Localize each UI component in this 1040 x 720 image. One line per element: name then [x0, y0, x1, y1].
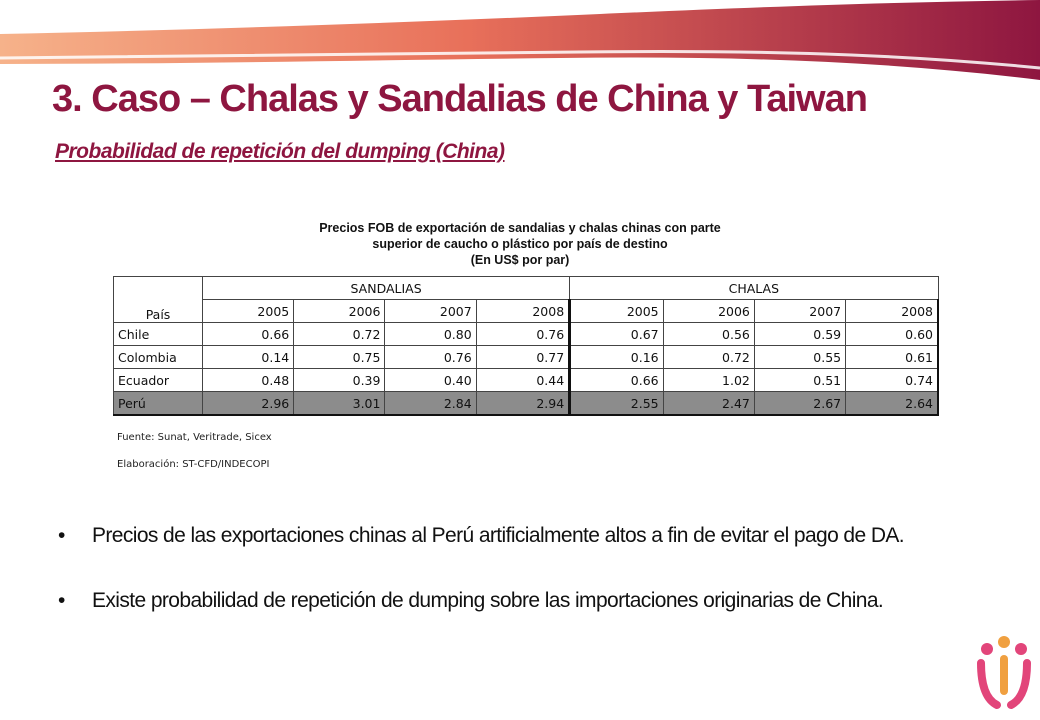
country-cell: Colombia [114, 346, 203, 369]
year-header: 2005 [203, 300, 294, 323]
bullet-text: Precios de las exportaciones chinas al Perú artificialmente altos a fin de evitar el pago de DA. [92, 524, 905, 547]
value-cell: 0.76 [476, 323, 569, 346]
value-cell: 1.02 [663, 369, 754, 392]
value-cell: 0.80 [385, 323, 476, 346]
value-cell: 0.44 [476, 369, 569, 392]
country-cell: Perú [114, 392, 203, 416]
price-table [113, 276, 939, 416]
value-cell: 2.64 [846, 392, 938, 416]
year-header: 2006 [294, 300, 385, 323]
slide-title: 3. Caso – Chalas y Sandalias de China y Taiwan [52, 78, 867, 120]
year-header: 2005 [570, 300, 663, 323]
country-cell: Chile [114, 323, 203, 346]
value-cell: 0.61 [846, 346, 938, 369]
value-cell: 3.01 [294, 392, 385, 416]
value-cell: 2.55 [570, 392, 663, 416]
value-cell: 0.72 [294, 323, 385, 346]
bullet-item [58, 585, 978, 616]
bullet-list [58, 520, 978, 616]
caption-line-1: Precios FOB de exportación de sandalias y chalas chinas con parte [319, 221, 721, 235]
year-header-row [114, 300, 939, 323]
year-header: 2006 [663, 300, 754, 323]
group-header-row [114, 277, 939, 300]
year-header: 2008 [476, 300, 569, 323]
value-cell: 0.51 [754, 369, 845, 392]
value-cell: 0.76 [385, 346, 476, 369]
value-cell: 0.74 [846, 369, 938, 392]
value-cell: 0.66 [570, 369, 663, 392]
caption-line-3: (En US$ por par) [470, 253, 570, 267]
value-cell: 0.40 [385, 369, 476, 392]
value-cell: 0.59 [754, 323, 845, 346]
caption-line-2: superior de caucho o plástico por país de destino [372, 237, 668, 251]
table-row [114, 369, 939, 392]
table-caption [260, 220, 780, 268]
value-cell: 0.66 [203, 323, 294, 346]
year-header: 2007 [385, 300, 476, 323]
value-cell: 0.56 [663, 323, 754, 346]
value-cell: 2.67 [754, 392, 845, 416]
bullet-item [58, 520, 978, 551]
value-cell: 2.84 [385, 392, 476, 416]
bullet-text: Existe probabilidad de repetición de dumping sobre las importaciones originarias de China. [92, 589, 884, 612]
value-cell: 0.60 [846, 323, 938, 346]
value-cell: 0.55 [754, 346, 845, 369]
value-cell: 0.67 [570, 323, 663, 346]
value-cell: 2.47 [663, 392, 754, 416]
value-cell: 0.48 [203, 369, 294, 392]
bullet-marker: • [58, 589, 65, 612]
value-cell: 0.16 [570, 346, 663, 369]
chalas-header: CHALAS [570, 277, 938, 300]
value-cell: 0.77 [476, 346, 569, 369]
table-row [114, 346, 939, 369]
credit-note: Elaboración: ST-CFD/INDECOPI [117, 459, 270, 470]
value-cell: 0.75 [294, 346, 385, 369]
sandalias-header: SANDALIAS [203, 277, 570, 300]
value-cell: 2.96 [203, 392, 294, 416]
value-cell: 0.14 [203, 346, 294, 369]
value-cell: 0.72 [663, 346, 754, 369]
table-row [114, 323, 939, 346]
year-header: 2008 [846, 300, 938, 323]
bullet-marker: • [58, 524, 65, 547]
source-note: Fuente: Sunat, Veritrade, Sicex [117, 432, 272, 443]
pais-header: País [114, 277, 203, 323]
value-cell: 0.39 [294, 369, 385, 392]
year-header: 2007 [754, 300, 845, 323]
country-cell: Ecuador [114, 369, 203, 392]
indecopi-logo-icon [975, 635, 1033, 713]
value-cell: 2.94 [476, 392, 569, 416]
slide-subtitle: Probabilidad de repetición del dumping (China) [55, 140, 505, 163]
table-row-highlighted [114, 392, 939, 416]
header-banner [0, 0, 1040, 90]
